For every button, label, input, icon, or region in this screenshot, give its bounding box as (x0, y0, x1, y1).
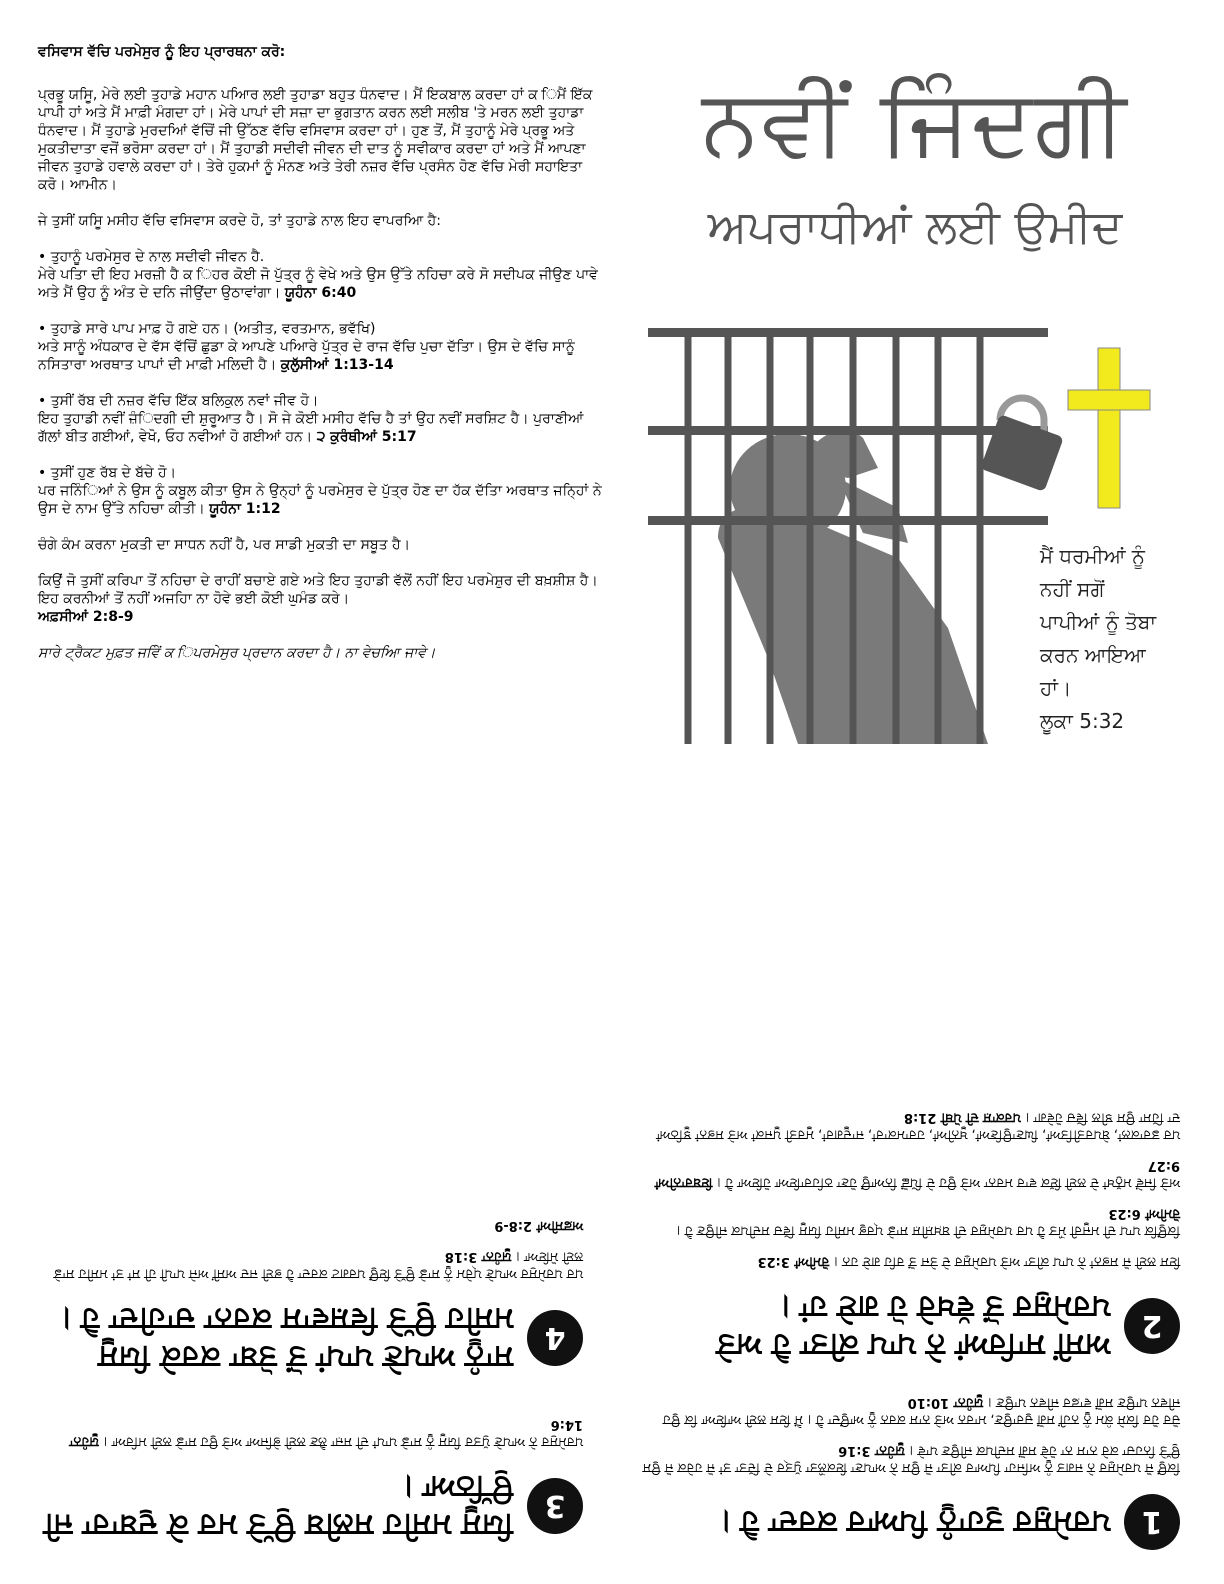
verse-reference: ਇਬਰਾਨੀਆਂ 9:27 (654, 1158, 1180, 1190)
verse-reference: ਯੂਹੰਨਾ 10:10 (907, 1395, 984, 1410)
verse-reference: ਯੂਹੰਨਾ 6:40 (284, 285, 357, 301)
section-title: ਸਾਨੂੰ ਆਪਣੇ ਪਾਪਾਂ ਤੋਂ ਤੋਬਾ ਕਰਕੇ ਯਿਸੂ ਮਸੀਹ ਉੱਤੇ ਵਿਸ਼ਵਾਸ ਕਰਨਾ ਚਾਹੀਦਾ ਹੈ। (60, 1302, 513, 1375)
verse-reference: ਅਫ਼ਸੀਆਂ 2:8-9 (38, 609, 134, 625)
verse-reference: ਅਫ਼ਸੀਆਂ 2:8-9 (494, 1218, 583, 1233)
section-body-text: ਪਰ ਡਰਾਕਲਾਂ, ਬੇਪਰਤੀਤਿਆਂ, ਘਿਣਾਉਣਿਆਂ, ਖੂਨੀਆਂ, ਹਰਾਮਕਾਰਾਂ, ਜਾਦੂਗਰਾਂ, ਮੂਰਤੀ ਪੂਜਕਾਂ ਅਤੇ ਸਭਨਾਂ ਝੂਠਿਆਂ ਦਾ ਹਿੱਸਾ ਉਸ ਝੀਲ ਵਿੱਚ ਹੋਵੇਗਾ। (656, 1110, 1180, 1142)
gospel-panel-2 (38, 826, 583, 1544)
verse-reference: ਲੂਕਾ 5:32 (1040, 709, 1125, 733)
section-title: ਪਰਮੇਸ਼ੁਰ ਤੁਹਾਨੂੰ ਪਿਆਰ ਕਰਦਾ ਹੈ। (719, 1505, 1110, 1540)
assurance-item-verse: ਅਤੇ ਸਾਨੂੰ ਅੰਧਕਾਰ ਦੇ ਵੱਸ ਵੱਚਿੋਂ ਛੁਡਾ ਕੇ ਆਪਣੇ ਪਆਿਰੇ ਪੁੱਤ੍ਰ ਦੇ ਰਾਜ ਵੱਚਿ ਪੁਚਾ ਦੱਤਿਾ। ਉਸ ਦੇ ਵੱਚਿ ਸਾਨੂੰ ਨਸਿਤਾਰਾ ਅਰਥਾਤ ਪਾਪਾਂ ਦੀ ਮਾਫ਼ੀ ਮਲਿਦੀ ਹੈ। (38, 339, 575, 373)
assurance-intro: ਜੇ ਤੁਸੀਂ ਯਸਿੂ ਮਸੀਹ ਵੱਚਿ ਵਸਿਵਾਸ ਕਰਦੇ ਹੋ, ਤਾਂ ਤੁਹਾਡੇ ਨਾਲ ਇਹ ਵਾਪਰਆਿ ਹੈ: (38, 213, 441, 229)
assurance-item-verse: ਮੇਰੇ ਪਤਿਾ ਦੀ ਇਹ ਮਰਜ਼ੀ ਹੈ ਕ ਿਹਰ ਕੋਈ ਜੋ ਪੁੱਤ੍ਰ ਨੂੰ ਵੇਖੇ ਅਤੇ ਉਸ ਉੱਤੇ ਨਹਿਚਾ ਕਰੇ ਸੋ ਸਦੀਪਕ ਜੀਉਣ ਪਾਵੇ ਅਤੇ ਮੈਂ ਉਹ ਨੂੰ ਅੰਤ ਦੇ ਦਨਿ ਜੀਉਂਦਾ ਉਠਾਵਾਂਗਾ। (38, 267, 598, 301)
closing-reference (38, 1217, 583, 1234)
section-body (640, 1253, 1180, 1270)
grace-verse-text: ਕਿਉਂ ਜੋ ਤੁਸੀਂ ਕਰਿਪਾ ਤੋਂ ਨਹਿਚਾ ਦੇ ਰਾਹੀਂ ਬਚਾਏ ਗਏ ਅਤੇ ਇਹ ਤੁਹਾਡੀ ਵੱਲੋਂ ਨਹੀਂ ਇਹ ਪਰਮੇਸ਼ੁਰ ਦੀ ਬਖ਼ਸ਼ੀਸ਼ ਹੈ। ਇਹ ਕਰਨੀਆਂ ਤੋਂ ਨਹੀਂ ਅਜਹਿਾ ਨਾ ਹੋਵੇ ਭਈ ਕੋਈ ਘੁਮੰਡ ਕਰੇ। (38, 573, 598, 607)
cross-icon (1068, 348, 1150, 508)
section-number-badge: 4 (527, 1310, 583, 1366)
verse-reference: ੨ ਕੁਰੰਥੀਆਂ 5:17 (316, 429, 417, 445)
verse-reference: ਰੋਮੀਆਂ 6:23 (1108, 1206, 1180, 1221)
verse-reference: ਯੂਹੰਨਾ 14:6 (69, 1417, 583, 1449)
cover-title: ਨਵੀਂ ਜਿੰਦਗੀ (701, 69, 1129, 176)
verse-reference: ਯੂਹੰਨਾ 3:18 (444, 1249, 512, 1264)
prayer-heading: ਵਸਿਵਾਸ ਵੱਚਿ ਪਰਮੇਸੁਰ ਨੂੰ ਇਹ ਪ੍ਰਾਰਥਨਾ ਕਰੋ: (38, 44, 286, 60)
section-body (640, 1157, 1180, 1191)
verse-reference: ਕੁਲੁੱਸੀਆਂ 1:13-14 (280, 357, 394, 373)
verse-reference: ਯੂਹੰਨਾ 3:16 (838, 1443, 905, 1458)
cover-panel (640, 40, 1190, 750)
assurance-item-verse: ਪਰ ਜਨਿੰਿਆਂ ਨੇ ਉਸ ਨੂੰ ਕਬੂਲ ਕੀਤਾ ਉਸ ਨੇ ਉਨ੍ਹਾਂ ਨੂੰ ਪਰਮੇਸੁਰ ਦੇ ਪੁੱਤ੍ਰ ਹੋਣ ਦਾ ਹੱਕ ਦੱਤਿਾ ਅਰਥਾਤ ਜਨਿ੍ਹਾਂ ਨੇ ਉਸ ਦੇ ਨਾਮ ਉੱਤੇ ਨਹਿਚਾ ਕੀਤੀ। (38, 483, 602, 517)
verse-reference: ਪਰਕਾਸ਼ ਦੀ ਪੋਥੀ 21:8 (903, 1110, 1021, 1125)
prayer-text: ਪ੍ਰਭੂ ਯਸਿੂ, ਮੇਰੇ ਲਈ ਤੁਹਾਡੇ ਮਹਾਨ ਪਆਿਰ ਲਈ ਤੁਹਾਡਾ ਬਹੁਤ ਧੰਨਵਾਦ। ਮੈਂ ਇਕਬਾਲ ਕਰਦਾ ਹਾਂ ਕ ਿਮੈਂ ਇੱਕ ਪਾਪੀ ਹਾਂ ਅਤੇ ਮੈਂ ਮਾਫ਼ੀ ਮੰਗਦਾ ਹਾਂ। ਮੇਰੇ ਪਾਪਾਂ ਦੀ ਸਜ਼ਾ ਦਾ ਭੁਗਤਾਨ ਕਰਨ ਲਈ ਸਲੀਬ 'ਤੇ ਮਰਨ ਲਈ ਤੁਹਾਡਾ ਧੰਨਵਾਦ। ਮੈਂ ਤੁਹਾਡੇ ਮੁਰਦਆਿਂ ਵੱਚਿੋਂ ਜੀ ਉੱਠਣ ਵੱਚਿ ਵਸਿਵਾਸ ਕਰਦਾ ਹਾਂ। ਹੁਣ ਤੋਂ, ਮੈਂ ਤੁਹਾਨੂੰ ਮੇਰੇ ਪ੍ਰਭੂ ਅਤੇ ਮੁਕਤੀਦਾਤਾ ਵਜੋਂ ਭਰੋਸਾ ਕਰਦਾ ਹਾਂ। ਮੈਂ ਤੁਹਾਡੀ ਸਦੀਵੀ ਜੀਵਨ ਦੀ ਦਾਤ ਨੂੰ ਸਵੀਕਾਰ ਕਰਦਾ ਹਾਂ ਅਤੇ ਮੈਂ ਆਪਣਾ ਜੀਵਨ ਤੁਹਾਡੇ ਹਵਾਲੇ ਕਰਦਾ ਹਾਂ। ਤੇਰੇ ਹੁਕਮਾਂ ਨੂੰ ਮੰਨਣ ਅਤੇ ਤੇਰੀ ਨਜ਼ਰ ਵੱਚਿ ਪ੍ਰਸੰਨ ਹੋਣ ਵੱਚਿ ਮੇਰੀ ਸਹਾਇਤਾ ਕਰੋ। ਆਮੀਨ। (38, 87, 593, 193)
section-body-text: ਚੋਰ ਹੋਰ ਕਿਸੇ ਕੰਮ ਨੂੰ ਨਹੀਂ ਸਗੋਂ ਚੁਰਾਉਣ, ਮਾਰਨ ਅਤੇ ਨਾਸ ਕਰਨ ਨੂੰ ਆਉਂਦਾ ਹੈ। ਮੈਂ ਇਸ ਲਈ ਆਇਆ ਕਿ ਉਹ ਜੀਵਨ ਪਾਉਣ ਸਗੋਂ ਵਾਫ਼ਰ ਜੀਵਨ ਪਾਉਣ। (662, 1395, 1180, 1427)
cover-verse-text: ਮੈਂ ਧਰਮੀਆਂ ਨੂੰ ਨਹੀਂ ਸਗੋਂ ਪਾਪੀਆਂ ਨੂੰ ਤੋਬਾ ਕਰਨ ਆਇਆ ਹਾਂ। (1040, 544, 1157, 700)
works-statement: ਚੰਗੇ ਕੰਮ ਕਰਨਾ ਮੁਕਤੀ ਦਾ ਸਾਧਨ ਨਹੀਂ ਹੈ, ਪਰ ਸਾਡੀ ਮੁਕਤੀ ਦਾ ਸਬੂਤ ਹੈ। (38, 537, 411, 553)
cover-verse (1040, 540, 1170, 738)
section-body (640, 1109, 1180, 1143)
verse-reference: ਯੂਹੰਨਾ 1:12 (209, 501, 281, 517)
assurance-item-verse: ਇਹ ਤੁਹਾਡੀ ਨਵੀਂ ਜ਼ੰਿਦਗੀ ਦੀ ਸ਼ੁਰੂਆਤ ਹੈ। ਸੋ ਜੇ ਕੋਈ ਮਸੀਹ ਵੱਚਿ ਹੈ ਤਾਂ ਉਹ ਨਵੀਂ ਸਰਸ਼ਿਟ ਹੈ। ਪੁਰਾਣੀਆਂ ਗੱਲਾਂ ਬੀਤ ਗਈਆਂ, ਵੇਖੋ, ਓਹ ਨਵੀਆਂ ਹੋ ਗਈਆਂ ਹਨ। (38, 411, 584, 445)
section-title: ਯਿਸੂ ਮਸੀਹ ਸਲੀਬ ਉੱਤੇ ਮਰ ਕੇ ਦੁਬਾਰਾ ਜੀ ਉੱਠਿਆ। (43, 1470, 513, 1543)
section-body (640, 1394, 1180, 1428)
grace-verse (38, 572, 610, 626)
section-body (640, 1205, 1180, 1239)
section-number-badge: 2 (1124, 1298, 1180, 1354)
section-title: ਅਸੀਂ ਸਾਰਿਆਂ ਨੇ ਪਾਪ ਕੀਤਾ ਹੈ ਅਤੇ ਪਰਮੇਸ਼ੁਰ ਤੋਂ ਵੱਖਰੇ ਹੋ ਗਏ ਹਾਂ। (716, 1290, 1110, 1363)
padlock-icon (980, 398, 1064, 492)
section-number-badge: 3 (527, 1478, 583, 1534)
assurance-item-title: • ਤੁਹਾਨੂੰ ਪਰਮੇਸੁਰ ਦੇ ਨਾਲ ਸਦੀਵੀ ਜੀਵਨ ਹੈ. (38, 249, 265, 265)
prayer-panel (38, 44, 610, 744)
section-body-text: ਇਸ ਲਈ ਜੋ ਸਭਨਾਂ ਨੇ ਪਾਪ ਕੀਤਾ ਅਤੇ ਪਰਮੇਸ਼ੁਰ ਦੇ ਤੇਜ ਤੋਂ ਰਹਿ ਗਏ ਹਨ। (833, 1254, 1180, 1269)
section-body-text: ਪਰ ਪਰਮੇਸੁਰ ਆਪਣੇ ਪ੍ਰੇਮ ਨੂੰ ਸਾਡੇ ਉੱਤੇ ਇਉਂ ਪਰਗਟ ਕਰਦਾ ਹੈ ਭਈ ਜਦ ਅਸੀਂ ਅਜੇ ਪਾਪੀ ਹੀ ਸਾਂ ਤਾਂ ਮਸੀਹ ਸਾਡੇ ਲਈ ਮੋਇਆ। (53, 1249, 583, 1281)
section-2-header (640, 1288, 1180, 1364)
assurance-item-title: • ਤੁਸੀਂ ਹੁਣ ਰੱਬ ਦੇ ਬੱਚੇ ਹੋ। (38, 465, 177, 481)
section-4-header (38, 1300, 583, 1376)
assurance-item (38, 392, 610, 446)
section-body-text: ਕਿਉਂਕਿ ਪਾਪ ਦੀ ਮਜੂਰੀ ਮੌਤ ਹੈ ਪਰ ਪਰਮੇਸ਼ੁਰ ਦੀ ਬਖ਼ਸ਼ੀਸ਼ ਸਾਡੇ ਪ੍ਰਭੁ ਮਸੀਹ ਯਿਸੂ ਵਿੱਚ ਸਦੀਪਕ ਜੀਉਣ ਹੈ। (675, 1223, 1180, 1238)
cover-subtitle: ਅਪਰਾਧੀਆਂ ਲਈ ਉਮੀਦ (707, 199, 1123, 253)
assurance-item-title: • ਤੁਸੀਂ ਰੱਬ ਦੀ ਨਜ਼ਰ ਵੱਚਿ ਇੱਕ ਬਲਿਕੁਲ ਨਵਾਂ ਜੀਵ ਹੋ। (38, 393, 319, 409)
section-body (640, 1442, 1180, 1476)
assurance-item (38, 248, 610, 302)
verse-reference: ਰੋਮੀਆਂ 3:23 (757, 1254, 830, 1269)
section-body-text: ਪਰਮੇਸੁਰ ਨੇ ਆਪਣੇ ਪੁੱਤਰ ਯਿਸੂ ਨੂੰ ਸਾਡੇ ਪਾਪਾਂ ਦੀ ਸਜ਼ਾ ਲੈਣ ਲਈ ਭੇਜਿਆ ਅਤੇ ਉਹ ਸਾਡੇ ਲਈ ਮਰਿਆ। (102, 1434, 583, 1449)
section-body-text: ਅਤੇ ਜਿਵੇਂ ਮਨੁੱਖਾਂ ਦੇ ਲਈ ਇੱਕ ਵਾਰ ਮਰਨਾ ਅਤੇ ਉਹ ਦੇ ਪਿੱਛੋਂ ਨਿਆਉਂ ਹੋਣਾ ਠਹਿਰਾਇਆ ਹੋਇਆ ਹੈ। (716, 1175, 1180, 1190)
section-body (38, 1248, 583, 1282)
free-tract-note: ਸਾਰੇ ਟ੍ਰੈਕਟ ਮੁਫ਼ਤ ਜਵਿੇਂ ਕ ਿਪਰਮੇਸੁਰ ਪ੍ਰਦਾਨ ਕਰਦਾ ਹੈ। ਨਾ ਵੇਚਆਿ ਜਾਵੇ। (38, 645, 436, 661)
section-3-header (38, 1468, 583, 1544)
assurance-item-title: • ਤੁਹਾਡੇ ਸਾਰੇ ਪਾਪ ਮਾਫ਼ ਹੋ ਗਏ ਹਨ। (ਅਤੀਤ, ਵਰਤਮਾਨ, ਭਵੱਖਿ) (38, 321, 376, 337)
section-1-header (640, 1494, 1180, 1550)
assurance-item (38, 464, 610, 518)
section-body-text: ਕਿਉਂ ਜੋ ਪਰਮੇਸ਼ੁਰ ਨੇ ਜਗਤ ਨੂੰ ਅਜਿਹਾ ਪਿਆਰ ਕੀਤਾ ਜੋ ਉਸ ਨੇ ਆਪਣਾ ਇਕਲੌਤਾ ਪੁੱਤ੍ਰ ਦੇ ਦਿੱਤਾ ਤਾਂ ਜੋ ਹਰੇਕ ਜੋ ਉਸ ਉੱਤੇ ਨਿਹਚਾ ਕਰੇ ਨਾਸ ਨਾ ਹੋਵੇ ਸਗੋਂ ਸਦੀਪਕ ਜੀਉਣ ਪਾਵੇ। (642, 1443, 1180, 1475)
gospel-panel-1 (640, 860, 1180, 1550)
assurance-item (38, 320, 610, 374)
section-number-badge: 1 (1124, 1494, 1180, 1550)
section-body (38, 1416, 583, 1450)
